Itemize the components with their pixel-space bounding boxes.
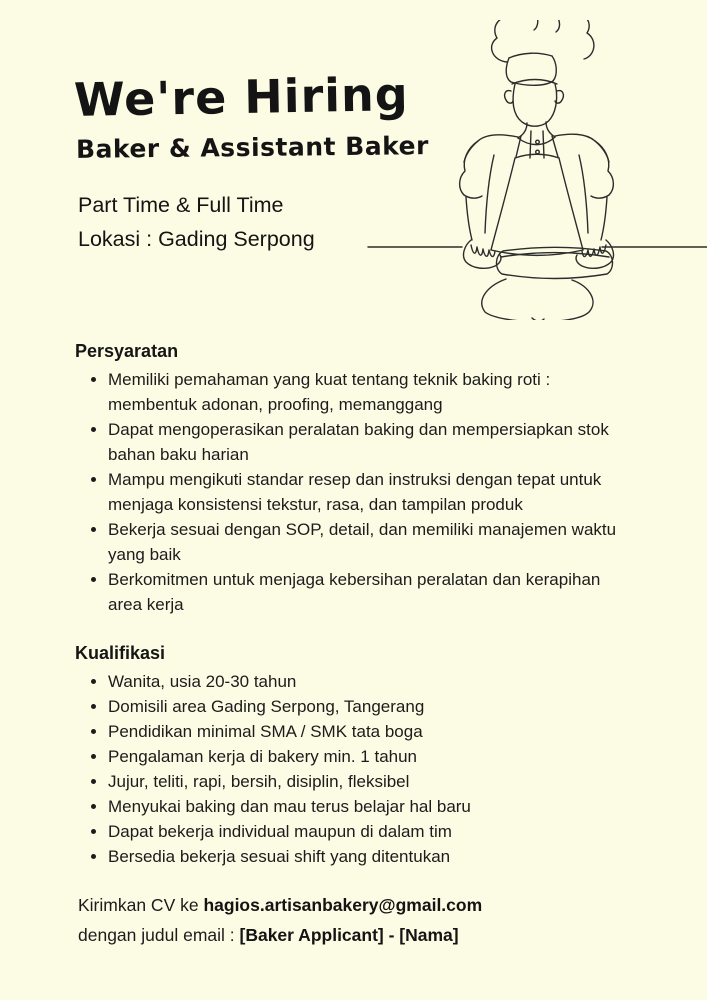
baker-face: [513, 84, 557, 126]
email-subject-format: [Baker Applicant] - [Nama]: [239, 924, 459, 945]
section-kualifikasi: [75, 643, 623, 869]
qualification-item: • Jujur, teliti, rapi, bersih, disiplin, fleksibel: [108, 769, 623, 794]
dough: [482, 279, 593, 320]
chef-hat-icon: [492, 20, 594, 62]
qualification-item: • Wanita, usia 20-30 tahun: [108, 669, 623, 694]
qualification-item: • Bersedia bekerja sesuai shift yang ditentukan: [108, 844, 623, 869]
email-subject-line: [78, 921, 482, 951]
qualification-item: • Dapat bekerja individual maupun di dalam tim: [108, 819, 623, 844]
requirement-item: • Memiliki pemahaman yang kuat tentang teknik baking roti : membentuk adonan, proofing, memanggang: [108, 367, 623, 417]
cv-instruction-prefix: Kirimkan CV ke: [78, 895, 204, 915]
poster-subtitle: Baker & Assistant Baker: [75, 131, 430, 164]
requirement-item: • Bekerja sesuai dengan SOP, detail, dan memiliki manajemen waktu yang baik: [108, 517, 623, 567]
cv-instruction-line: [78, 891, 482, 921]
baker-line-art-svg: [360, 20, 707, 320]
qualification-item: • Pendidikan minimal SMA / SMK tata boga: [108, 719, 623, 744]
poster-title: We're Hiring: [73, 67, 410, 127]
section-persyaratan: [75, 341, 623, 617]
employment-type: Part Time & Full Time: [78, 193, 284, 217]
baker-line-art-illustration: [360, 20, 707, 320]
contact-email: hagios.artisanbakery@gmail.com: [203, 895, 483, 915]
requirements-list: [75, 367, 623, 617]
section-heading-kualifikasi: Kualifikasi: [75, 643, 166, 663]
requirement-item: • Mampu mengikuti standar resep dan instruksi dengan tepat untuk menjaga konsistensi tekstur, rasa, dan tampilan produk: [108, 467, 623, 517]
qualification-item: • Domisili area Gading Serpong, Tangerang: [108, 694, 623, 719]
qualification-item: • Menyukai baking dan mau terus belajar hal baru: [108, 794, 623, 819]
job-location: Lokasi : Gading Serpong: [78, 227, 315, 251]
requirement-item: • Berkomitmen untuk menjaga kebersihan peralatan dan kerapihan area kerja: [108, 567, 623, 617]
email-subject-prefix: dengan judul email :: [78, 924, 240, 945]
qualification-item: • Pengalaman kerja di bakery min. 1 tahun: [108, 744, 623, 769]
qualifications-list: [75, 669, 623, 869]
contact-info: [78, 891, 482, 950]
job-meta: [78, 188, 315, 256]
section-heading-persyaratan: Persyaratan: [75, 341, 179, 361]
requirement-item: • Dapat mengoperasikan peralatan baking dan mempersiapkan stok bahan baku harian: [108, 417, 623, 467]
